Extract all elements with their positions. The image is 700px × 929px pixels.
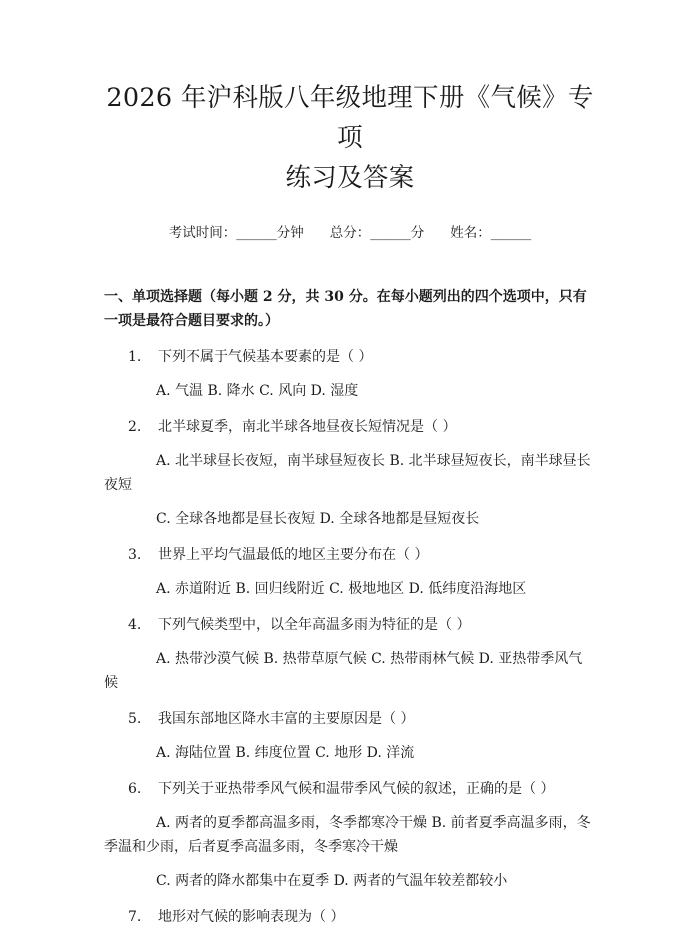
question-number: 5. <box>128 711 142 727</box>
section-heading: 一、单项选择题（每小题 2 分，共 30 分。在每小题列出的四个选项中，只有一项是最符合题目要求的。） <box>104 289 587 329</box>
question-text: 北半球夏季，南北半球各地昼夜长短情况是（ ） <box>158 419 457 435</box>
question-item <box>104 543 596 567</box>
question-text: 下列气候类型中，以全年高温多雨为特征的是（ ） <box>158 617 471 633</box>
answer-options: A. 赤道附近 B. 回归线附近 C. 极地地区 D. 低纬度沿海地区 <box>156 581 527 597</box>
exam-time-field: 考试时间：______分钟 <box>168 225 304 241</box>
question-item <box>104 345 596 369</box>
question-text: 地形对气候的影响表现为（ ） <box>158 909 345 925</box>
answer-options: A. 气温 B. 降水 C. 风向 D. 湿度 <box>156 383 359 399</box>
exam-info-line <box>104 223 596 243</box>
answer-options: C. 全球各地都是昼长夜短 D. 全球各地都是昼短夜长 <box>156 511 480 527</box>
question-number: 6. <box>128 781 142 797</box>
answer-options: A. 热带沙漠气候 B. 热带草原气候 C. 热带雨林气候 D. 亚热带季风气候 <box>104 651 583 691</box>
question-item <box>104 707 596 731</box>
answer-options: C. 两者的降水都集中在夏季 D. 两者的气温年较差都较小 <box>156 873 508 889</box>
document-title <box>104 0 596 198</box>
question-item <box>104 905 596 929</box>
question-text: 我国东部地区降水丰富的主要原因是（ ） <box>158 711 415 727</box>
question-number: 1. <box>128 349 142 365</box>
question-list <box>104 345 596 929</box>
question-text: 下列不属于气候基本要素的是（ ） <box>158 349 373 365</box>
question-number: 4. <box>128 617 142 633</box>
question-text: 世界上平均气温最低的地区主要分布在（ ） <box>158 547 429 563</box>
title-line-2: 练习及答案 <box>285 163 415 193</box>
question-item <box>104 777 596 801</box>
question-text: 下列关于亚热带季风气候和温带季风气候的叙述，正确的是（ ） <box>158 781 555 797</box>
answer-options: A. 两者的夏季都高温多雨，冬季都寒冷干燥 B. 前者夏季高温多雨，冬季温和少雨，后者夏季高温多雨，冬季寒冷干燥 <box>104 815 591 855</box>
total-score-field: 总分：______分 <box>329 225 425 241</box>
answer-options: A. 北半球昼长夜短，南半球昼短夜长 B. 北半球昼短夜长，南半球昼长夜短 <box>104 453 591 493</box>
question-number: 7. <box>128 909 142 925</box>
question-number: 3. <box>128 547 142 563</box>
question-item <box>104 415 596 439</box>
question-item <box>104 613 596 637</box>
student-name-field: 姓名：______ <box>450 225 532 241</box>
question-number: 2. <box>128 419 142 435</box>
answer-options: A. 海陆位置 B. 纬度位置 C. 地形 D. 洋流 <box>156 745 415 761</box>
title-line-1: 2026 年沪科版八年级地理下册《气候》专项 <box>106 83 594 153</box>
